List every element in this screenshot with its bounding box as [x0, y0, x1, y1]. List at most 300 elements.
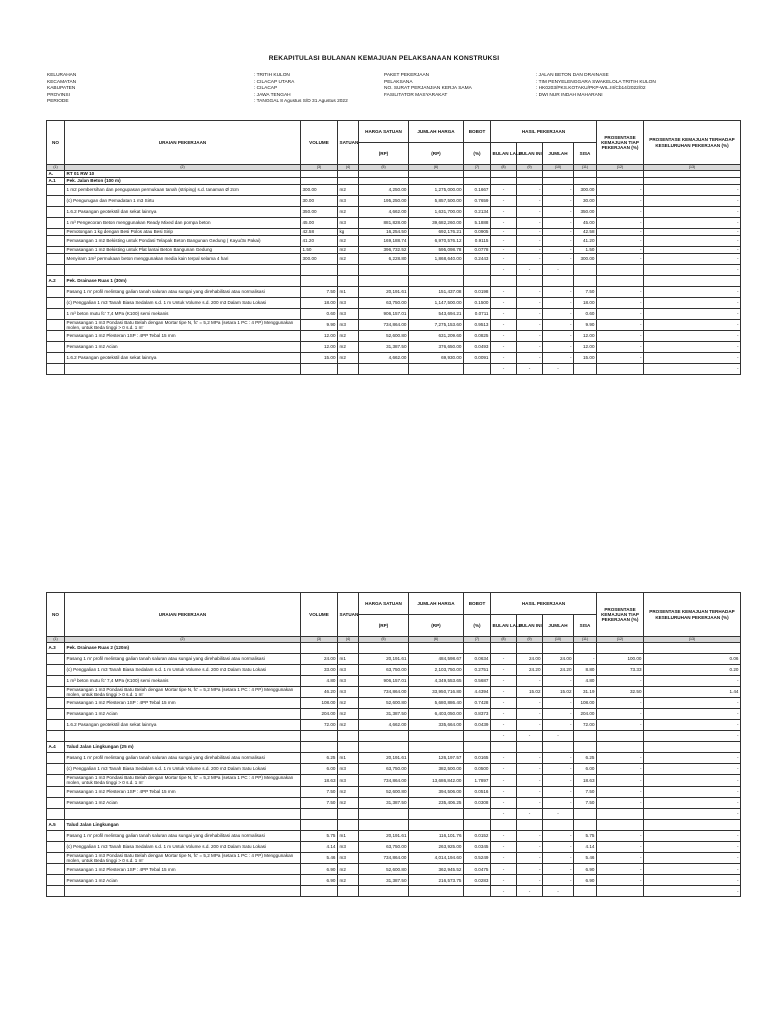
cell-sat: m2 — [338, 206, 359, 217]
cell-empty — [597, 819, 644, 830]
cell-harga: 31,387.50 — [359, 875, 409, 886]
cell-empty — [574, 364, 597, 375]
cell-p1: - — [597, 297, 644, 308]
cell-bobot: 0.0308 — [464, 797, 491, 808]
cell-p1: - — [597, 753, 644, 764]
table-row — [47, 720, 741, 731]
cell-p2: - — [644, 720, 741, 731]
cell-harga: 734,864.00 — [359, 852, 409, 864]
cell-sisa: 41.20 — [574, 235, 597, 246]
cell-empty — [574, 170, 597, 177]
cell-p2: - — [644, 246, 741, 253]
cell-p1: - — [597, 217, 644, 228]
cell-empty — [47, 753, 65, 764]
cell-ini: - — [517, 875, 543, 886]
info-value: : CILACAP — [254, 86, 278, 92]
cell-sisa: 7.50 — [574, 786, 597, 797]
cell-vol: 4.14 — [301, 841, 338, 852]
cell-jumlah: 216,573.75 — [409, 875, 464, 886]
cell-lalu: - — [491, 353, 517, 364]
cell-bobot: 0.0152 — [464, 830, 491, 841]
cell-ini: - — [517, 775, 543, 787]
cell-p2: - — [644, 753, 741, 764]
table-row — [47, 653, 741, 664]
cell-ini: 24.20 — [517, 664, 543, 675]
header-sisa: SISA — [574, 143, 597, 165]
cell-jumlah: 1,631,700.00 — [409, 206, 464, 217]
cell-jumlah: 1,868,640.00 — [409, 253, 464, 264]
cell-ini: - — [517, 297, 543, 308]
cell-harga: 16,254.50 — [359, 228, 409, 235]
cell-jml: 24.00 — [543, 653, 574, 664]
cell-lalu: - — [491, 786, 517, 797]
header-prosentase-keseluruhan: PROSENTASE KEMAJUAN TERHADAP KESELURUHAN PEKERJAAN (%) — [644, 593, 741, 637]
cell-sisa: 45.00 — [574, 217, 597, 228]
cell-jumlah: 4,014,194.60 — [409, 852, 464, 864]
cell-harga: 396,732.52 — [359, 246, 409, 253]
cell-p1: - — [597, 875, 644, 886]
cell-empty — [491, 177, 517, 184]
column-number: (5) — [359, 165, 409, 171]
cell-dash: - — [644, 886, 741, 897]
cell-sat: m3 — [338, 775, 359, 787]
blank-row — [47, 731, 741, 742]
cell-empty — [597, 886, 644, 897]
header-bulan-ini: BULAN INI — [517, 615, 543, 637]
header-volume: VOLUME — [301, 121, 338, 165]
cell-empty — [47, 364, 65, 375]
cell-ini: - — [517, 184, 543, 195]
cell-bobot: 1.7897 — [464, 775, 491, 787]
cell-p1: - — [597, 206, 644, 217]
cell-empty — [574, 819, 597, 830]
cell-empty — [47, 830, 65, 841]
cell-uraian: Pemasangan 1 m2 Acian — [65, 709, 301, 720]
cell-sisa: 31.19 — [574, 686, 597, 698]
cell-harga: 31,387.50 — [359, 709, 409, 720]
info-label: PERIODE — [47, 99, 69, 105]
cell-empty — [359, 742, 409, 753]
cell-sisa: 7.50 — [574, 797, 597, 808]
cell-sat: m2 — [338, 786, 359, 797]
table-row — [47, 675, 741, 686]
cell-empty — [491, 170, 517, 177]
cell-vol: 1.50 — [301, 246, 338, 253]
cell-jml: - — [543, 195, 574, 206]
cell-lalu: - — [491, 875, 517, 886]
cell-harga: 169,188.74 — [359, 235, 409, 246]
cell-harga: 906,157.01 — [359, 675, 409, 686]
cell-jumlah: 39,682,260.00 — [409, 217, 464, 228]
cell-empty — [65, 264, 301, 275]
cell-empty — [47, 764, 65, 775]
cell-empty — [47, 235, 65, 246]
cell-empty — [491, 642, 517, 653]
header-volume: VOLUME — [301, 593, 338, 637]
table-row — [47, 698, 741, 709]
cell-p1: - — [597, 830, 644, 841]
cell-lalu: - — [491, 675, 517, 686]
cell-empty — [47, 698, 65, 709]
cell-bobot: 0.0500 — [464, 764, 491, 775]
cell-lalu: - — [491, 297, 517, 308]
column-number: (13) — [644, 165, 741, 171]
cell-uraian: Pemasangan 1 m2 Plesteran 1SP : 4PP Tebal 15 mm — [65, 698, 301, 709]
cell-bobot: 0.7659 — [464, 195, 491, 206]
cell-dash: - — [543, 886, 574, 897]
cell-sat: m2 — [338, 331, 359, 342]
column-number: (1) — [47, 637, 65, 643]
info-right-labels — [384, 73, 472, 99]
cell-sat: m3 — [338, 319, 359, 331]
column-number: (11) — [574, 637, 597, 643]
header-prosentase-keseluruhan: PROSENTASE KEMAJUAN TERHADAP KESELURUHAN PEKERJAAN (%) — [644, 121, 741, 165]
cell-empty — [597, 364, 644, 375]
column-number: (13) — [644, 637, 741, 643]
cell-no: A.3 — [47, 642, 65, 653]
cell-jml: - — [543, 720, 574, 731]
cell-sat: m3 — [338, 841, 359, 852]
cell-empty — [359, 819, 409, 830]
cell-p1: - — [597, 235, 644, 246]
cell-sisa: 204.00 — [574, 709, 597, 720]
cell-jml: - — [543, 764, 574, 775]
cell-empty — [47, 319, 65, 331]
cell-sisa: 12.00 — [574, 342, 597, 353]
header-prosentase-tiap: PROSENTASE KEMAJUAN TIAP PEKERJAAN (%) — [597, 593, 644, 637]
info-left-labels — [47, 73, 76, 106]
cell-p1: 32.50 — [597, 686, 644, 698]
cell-sisa: 6.00 — [574, 764, 597, 775]
column-number: (8) — [491, 165, 517, 171]
cell-p1: 73.33 — [597, 664, 644, 675]
cell-sisa: 18.63 — [574, 775, 597, 787]
cell-dash: - — [543, 808, 574, 819]
cell-sat: m2 — [338, 864, 359, 875]
table-row — [47, 852, 741, 864]
cell-lalu: - — [491, 753, 517, 764]
cell-uraian: Pemasangan 1 m2 Acian — [65, 875, 301, 886]
column-number: (4) — [338, 165, 359, 171]
table-row — [47, 686, 741, 698]
cell-empty — [574, 177, 597, 184]
cell-lalu: - — [491, 286, 517, 297]
cell-empty — [491, 742, 517, 753]
cell-p1: - — [597, 841, 644, 852]
cell-sat: m2 — [338, 235, 359, 246]
cell-sat: m2 — [338, 246, 359, 253]
cell-jumlah: 382,500.00 — [409, 764, 464, 775]
cell-uraian: (c) Pengurugan dan Pemadatan 1 m3 Sirtu — [65, 195, 301, 206]
cell-lalu: - — [491, 253, 517, 264]
cell-empty — [597, 808, 644, 819]
info-value: : HK0203/PKS.KOTAKU/PKP-WIL.III/Cb14/2022/02 — [536, 86, 646, 92]
info-value: : JALAN BETON DAN DRAINASE — [536, 73, 609, 78]
cell-empty — [47, 664, 65, 675]
cell-empty — [543, 742, 574, 753]
cell-jumlah: 4,349,553.65 — [409, 675, 464, 686]
cell-empty — [359, 275, 409, 286]
cell-jml: - — [543, 864, 574, 875]
table-row — [47, 342, 741, 353]
cell-p1: - — [597, 852, 644, 864]
cell-sat: m3 — [338, 297, 359, 308]
cell-bobot: 0.0634 — [464, 653, 491, 664]
cell-dash: - — [491, 731, 517, 742]
cell-bobot: 0.0345 — [464, 841, 491, 852]
cell-empty — [338, 264, 359, 275]
cell-vol: 4.80 — [301, 675, 338, 686]
cell-empty — [47, 852, 65, 864]
cell-jml: - — [543, 852, 574, 864]
header-bobot: BOBOT — [464, 593, 491, 615]
cell-p2: - — [644, 698, 741, 709]
cell-empty — [574, 886, 597, 897]
cell-vol: 18.00 — [301, 297, 338, 308]
cell-ini: - — [517, 709, 543, 720]
info-label: KABUPATEN — [47, 86, 76, 92]
cell-p1: - — [597, 308, 644, 319]
cell-sisa: 8.80 — [574, 664, 597, 675]
cell-empty — [574, 275, 597, 286]
cell-sisa: 5.75 — [574, 830, 597, 841]
header-pct: (%) — [464, 143, 491, 165]
cell-uraian: Pasang 1 m' profil melintang galian tanah saluran atau sungai yang direhabilitasi atau normalisasi — [65, 286, 301, 297]
cell-vol: 7.50 — [301, 786, 338, 797]
cell-jumlah: 6,970,576.12 — [409, 235, 464, 246]
cell-p2: - — [644, 852, 741, 864]
info-label: NO. SURAT PERJANJIAN KERJA SAMA — [384, 86, 472, 92]
cell-harga: 20,191.61 — [359, 830, 409, 841]
cell-empty — [464, 819, 491, 830]
header-prosentase-tiap: PROSENTASE KEMAJUAN TIAP PEKERJAAN (%) — [597, 121, 644, 165]
cell-jumlah: 692,176.21 — [409, 228, 464, 235]
cell-label: Pek. Drainase Ruas 1 (30m) — [65, 275, 301, 286]
cell-bobot: 0.0091 — [464, 353, 491, 364]
cell-sat: m2 — [338, 720, 359, 731]
cell-vol: 108.00 — [301, 698, 338, 709]
cell-vol: 33.00 — [301, 664, 338, 675]
cell-no: A.5 — [47, 819, 65, 830]
header-sisa: SISA — [574, 615, 597, 637]
column-number: (10) — [543, 637, 574, 643]
cell-lalu: - — [491, 331, 517, 342]
header-jumlah: JUMLAH — [543, 143, 574, 165]
cell-empty — [47, 709, 65, 720]
cell-jml: - — [543, 319, 574, 331]
column-number: (12) — [597, 637, 644, 643]
cell-uraian: Pemasangan 1 m2 Plesteran 1SP : 4PP Tebal 15 mm — [65, 331, 301, 342]
cell-empty — [409, 170, 464, 177]
cell-vol: 46.20 — [301, 686, 338, 698]
cell-p1: - — [597, 764, 644, 775]
cell-sat: m2 — [338, 253, 359, 264]
header-uraian: URAIAN PEKERJAAN — [65, 593, 301, 637]
info-label: PROVINSI — [47, 92, 70, 98]
table-row — [47, 286, 741, 297]
cell-uraian: Pemasangan 1 m2 Plesteran 1SP : 4PP Tebal 15 mm — [65, 864, 301, 875]
cell-p2: - — [644, 775, 741, 787]
cell-empty — [47, 886, 65, 897]
cell-sat: m2 — [338, 875, 359, 886]
column-number: (3) — [301, 165, 338, 171]
cell-empty — [409, 642, 464, 653]
cell-empty — [47, 675, 65, 686]
cell-harga: 63,750.00 — [359, 297, 409, 308]
cell-harga: 52,600.80 — [359, 331, 409, 342]
cell-p2: - — [644, 331, 741, 342]
cell-lalu: - — [491, 698, 517, 709]
cell-harga: 906,157.01 — [359, 308, 409, 319]
cell-empty — [464, 808, 491, 819]
table-row — [47, 786, 741, 797]
cell-jumlah: 6,403,050.00 — [409, 709, 464, 720]
cell-empty — [338, 642, 359, 653]
cell-uraian: Pemasangan 1 m2 Plesteran 1SP : 4PP Tebal 15 mm — [65, 786, 301, 797]
cell-p1: - — [597, 246, 644, 253]
cell-empty — [517, 170, 543, 177]
cell-ini: - — [517, 319, 543, 331]
cell-uraian: 1 m³ beton mutu fc' 7,4 MPa (K100) semi mekanis — [65, 675, 301, 686]
cell-sisa: 42.58 — [574, 228, 597, 235]
cell-empty — [301, 170, 338, 177]
cell-empty — [543, 819, 574, 830]
cell-empty — [597, 170, 644, 177]
cell-sat: m3 — [338, 764, 359, 775]
cell-p2: - — [644, 228, 741, 235]
table-row — [47, 830, 741, 841]
table-row — [47, 775, 741, 787]
cell-empty — [47, 228, 65, 235]
cell-empty — [597, 742, 644, 753]
cell-empty — [47, 264, 65, 275]
cell-p2: - — [644, 217, 741, 228]
cell-jumlah: 33,950,716.80 — [409, 686, 464, 698]
cell-ini: - — [517, 786, 543, 797]
cell-ini: - — [517, 206, 543, 217]
cell-jml: - — [543, 875, 574, 886]
cell-sisa: 12.00 — [574, 331, 597, 342]
cell-jml: - — [543, 786, 574, 797]
cell-jumlah: 7,275,153.60 — [409, 319, 464, 331]
info-label: PAKET PEKERJAAN — [384, 73, 430, 78]
cell-no: A.2 — [47, 275, 65, 286]
cell-empty — [644, 275, 741, 286]
cell-ini: - — [517, 331, 543, 342]
cell-uraian: (c) Penggalian 1 m3 Tanah Biasa Sedalam s.d. 1 m Untuk Volume s.d. 200 m3 Dalam Satu Lokasi — [65, 297, 301, 308]
cell-jumlah: 362,945.52 — [409, 864, 464, 875]
cell-p1: - — [597, 797, 644, 808]
table-row — [47, 228, 741, 235]
header-satuan: SATUAN — [338, 593, 359, 637]
table-row — [47, 195, 741, 206]
cell-harga: 4,250.00 — [359, 184, 409, 195]
cell-harga: 20,191.61 — [359, 653, 409, 664]
cell-vol: 18.63 — [301, 775, 338, 787]
cell-uraian: Pemotongan 1 kg dengan Besi Polos atau Besi Sirip — [65, 228, 301, 235]
cell-sisa: 30.00 — [574, 195, 597, 206]
cell-harga: 31,387.50 — [359, 797, 409, 808]
cell-lalu: - — [491, 308, 517, 319]
cell-harga: 63,750.00 — [359, 764, 409, 775]
cell-ini: - — [517, 698, 543, 709]
cell-bobot: 0.0711 — [464, 308, 491, 319]
cell-empty — [338, 886, 359, 897]
cell-jml: - — [543, 753, 574, 764]
cell-ini: - — [517, 864, 543, 875]
column-number: (7) — [464, 637, 491, 643]
cell-ini: 15.02 — [517, 686, 543, 698]
cell-empty — [301, 731, 338, 742]
cell-sisa: 15.00 — [574, 353, 597, 364]
cell-sisa: 300.00 — [574, 184, 597, 195]
cell-dash: - — [491, 808, 517, 819]
cell-empty — [464, 886, 491, 897]
table-body-2 — [47, 642, 741, 897]
cell-empty — [359, 731, 409, 742]
cell-p1: - — [597, 709, 644, 720]
cell-p2: - — [644, 342, 741, 353]
cell-ini: - — [517, 217, 543, 228]
cell-bobot: 0.0778 — [464, 246, 491, 253]
cell-uraian: 1.6.2 Pasangan geotekstil dan sekat lainnya — [65, 720, 301, 731]
info-value: : TIM PENYELENGGARA SWAKELOLA TRITIH KULON — [536, 79, 656, 85]
cell-p1: - — [597, 353, 644, 364]
header-rp: (RP) — [359, 615, 409, 637]
cell-empty — [517, 177, 543, 184]
cell-empty — [65, 364, 301, 375]
cell-dash: - — [517, 886, 543, 897]
cell-p1: - — [597, 286, 644, 297]
cell-lalu: - — [491, 841, 517, 852]
cell-lalu: - — [491, 228, 517, 235]
cell-empty — [644, 742, 741, 753]
cell-empty — [47, 217, 65, 228]
cell-empty — [65, 886, 301, 897]
cell-empty — [338, 808, 359, 819]
cell-sisa: 6.90 — [574, 864, 597, 875]
cell-sisa: 108.00 — [574, 698, 597, 709]
header-harga-satuan: HARGA SATUAN — [359, 593, 409, 615]
cell-ini: - — [517, 852, 543, 864]
cell-jml: - — [543, 184, 574, 195]
cell-empty — [409, 264, 464, 275]
cell-empty — [574, 808, 597, 819]
cell-lalu: - — [491, 217, 517, 228]
cell-dash: - — [644, 264, 741, 275]
cell-jumlah: 394,506.00 — [409, 786, 464, 797]
cell-empty — [491, 275, 517, 286]
cell-vol: 24.00 — [301, 653, 338, 664]
cell-vol: 15.00 — [301, 353, 338, 364]
cell-empty — [543, 177, 574, 184]
cell-bobot: 0.8373 — [464, 709, 491, 720]
cell-harga: 63,750.00 — [359, 664, 409, 675]
cell-empty — [359, 364, 409, 375]
cell-jml: - — [543, 235, 574, 246]
cell-empty — [464, 264, 491, 275]
cell-jumlah: 543,694.21 — [409, 308, 464, 319]
cell-vol: 6.90 — [301, 875, 338, 886]
cell-uraian: (c) Penggalian 1 m3 Tanah Biasa Sedalam s.d. 1 m Untuk Volume s.d. 200 m3 Dalam Satu Lokasi — [65, 664, 301, 675]
cell-empty — [47, 786, 65, 797]
cell-bobot: 0.0516 — [464, 786, 491, 797]
cell-empty — [301, 808, 338, 819]
header-uraian: URAIAN PEKERJAAN — [65, 121, 301, 165]
cell-sisa: 0.60 — [574, 308, 597, 319]
cell-bobot: 0.0825 — [464, 331, 491, 342]
cell-sisa: 6.90 — [574, 875, 597, 886]
